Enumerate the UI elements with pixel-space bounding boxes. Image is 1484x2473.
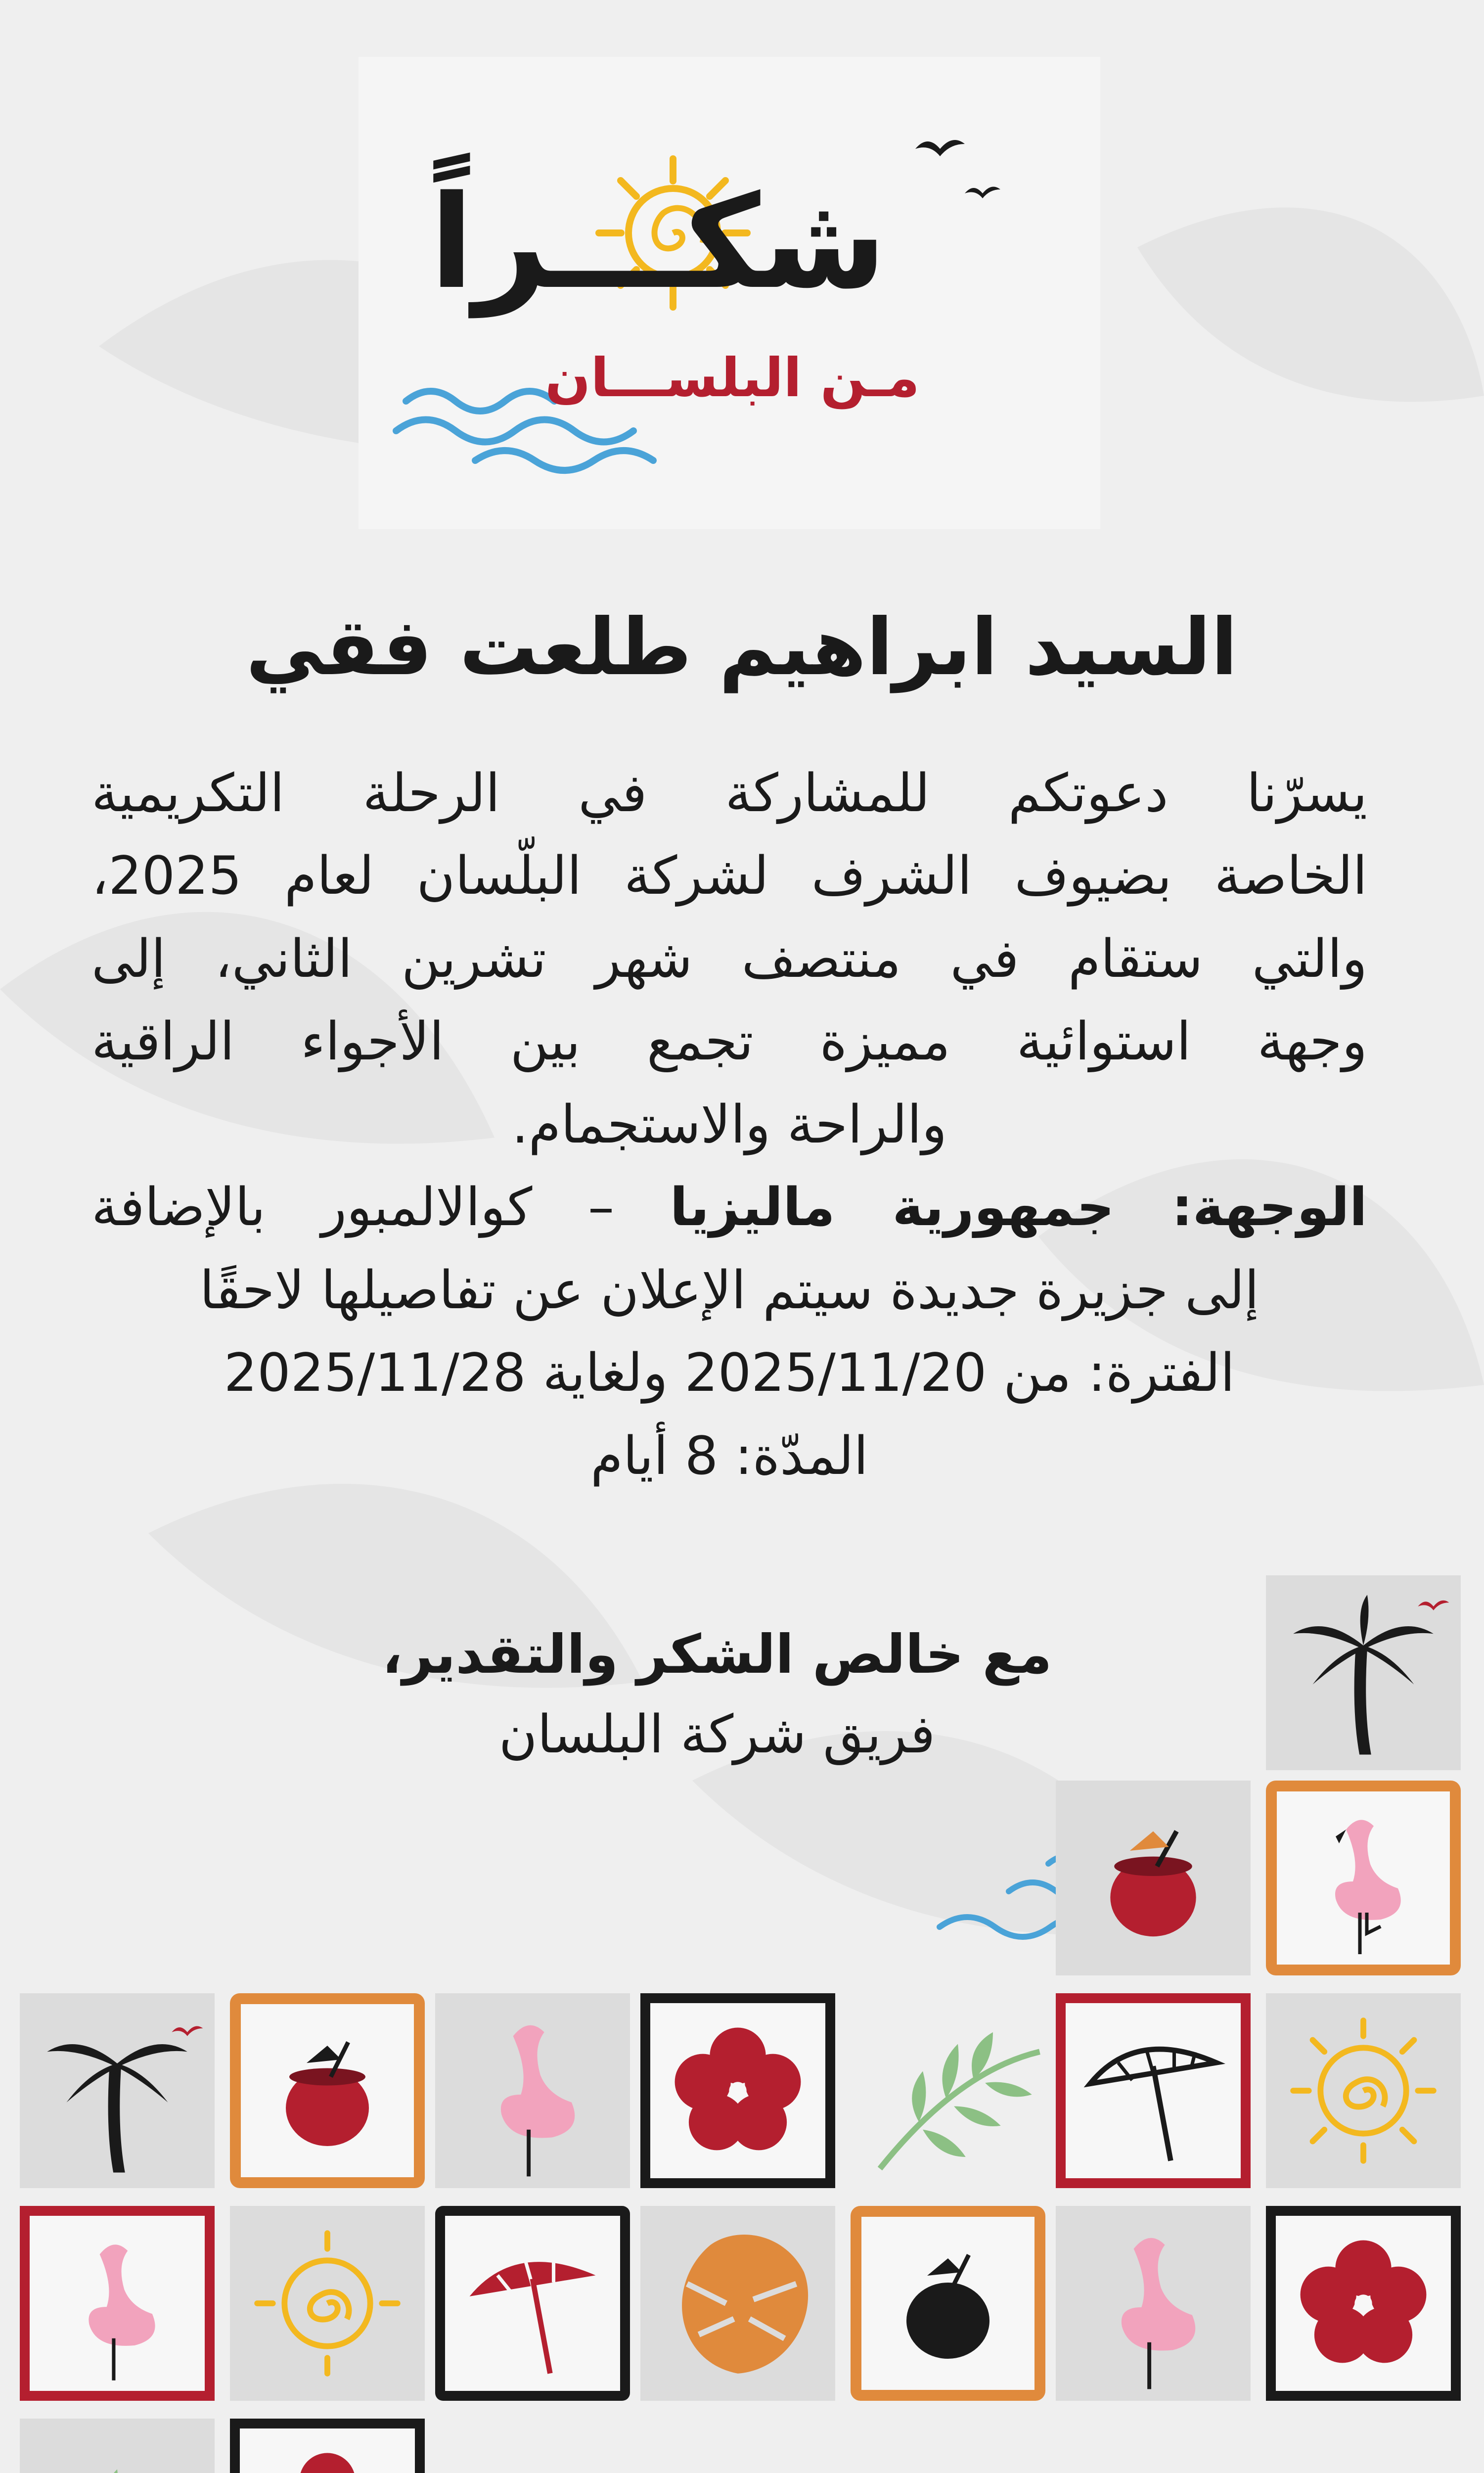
- tile-hibiscus: [1266, 2206, 1461, 2401]
- invitation-line: الخاصة بضيوف الشرف لشركة البلّسان لعام 2025،: [91, 845, 1367, 907]
- flamingo-icon: [1056, 2206, 1251, 2401]
- tile-flamingo: [1266, 1781, 1461, 1975]
- palm-tree-icon: [20, 1993, 215, 2188]
- tile-flamingo: [20, 2206, 215, 2401]
- beach-umbrella-icon: [445, 2216, 620, 2391]
- destination-line-2: إلى جزيرة جديدة سيتم الإعلان عن تفاصيلها لاحقًا: [199, 1259, 1259, 1321]
- monstera-leaf-icon: [640, 2206, 835, 2401]
- tile-sun: [1266, 1993, 1461, 2188]
- sun-icon: [230, 2206, 425, 2401]
- hibiscus-icon: [240, 2428, 415, 2473]
- palm-leaf-icon: [860, 1993, 1055, 2188]
- destination-line: [91, 1166, 1367, 1248]
- tile-hibiscus: [640, 1993, 835, 2188]
- trip-period: الفترة: من 2025/11/20 ولغاية 2025/11/28: [224, 1342, 1235, 1404]
- tile-beach-umbrella: [435, 2206, 630, 2401]
- invitation-line: والتي ستقام في منتصف شهر تشرين الثاني، إلى: [91, 928, 1367, 989]
- closing-signature: [346, 1615, 1088, 1774]
- tile-hibiscus: [230, 2419, 425, 2473]
- invitation-line: والراحة والاستجمام.: [511, 1094, 947, 1155]
- stamp-title: شكـــراً: [429, 168, 887, 318]
- tile-flamingo: [1056, 2206, 1251, 2401]
- palm-leaf-icon: [20, 2419, 215, 2473]
- closing-line-2: فريق شركة البلسان: [498, 1704, 936, 1765]
- tile-coconut: [1056, 1781, 1251, 1975]
- destination-value: – كوالالمبور بالإضافة: [91, 1177, 670, 1238]
- flamingo-icon: [30, 2216, 205, 2391]
- flamingo-icon: [435, 1993, 630, 2188]
- hibiscus-icon: [650, 2003, 825, 2178]
- recipient-name: السيد ابراهيم طلعت فقي: [246, 602, 1238, 693]
- tile-flamingo: [435, 1993, 630, 2188]
- coconut-drink-icon: [861, 2217, 1034, 2390]
- tile-beach-umbrella: [1056, 1993, 1251, 2188]
- invitation-line: وجهة استوائية مميزة تجمع بين الأجواء الراقية: [91, 1011, 1367, 1072]
- tile-palm-leaf: [860, 1993, 1055, 2188]
- hibiscus-icon: [1276, 2216, 1451, 2391]
- coconut-drink-icon: [1056, 1781, 1251, 1975]
- closing-line-1: مع خالص الشكر والتقدير،: [382, 1624, 1052, 1686]
- tile-coconut: [851, 2206, 1045, 2401]
- stamp-subtitle: مـن البلســـان: [545, 347, 920, 409]
- thank-you-stamp: [359, 57, 1100, 529]
- trip-duration: المدّة: 8 أيام: [590, 1425, 868, 1486]
- invitation-line: يسرّنا دعوتكم للمشاركة في الرحلة التكريمية: [91, 763, 1367, 824]
- tile-monstera: [640, 2206, 835, 2401]
- coconut-drink-icon: [241, 2004, 414, 2177]
- beach-umbrella-icon: [1066, 2003, 1241, 2178]
- tile-sun: [230, 2206, 425, 2401]
- tile-palm-leaf: [20, 2419, 215, 2473]
- tile-palm-tree: [1266, 1575, 1461, 1770]
- invitation-body: [91, 752, 1367, 1497]
- tile-palm-tree: [20, 1993, 215, 2188]
- tile-coconut: [230, 1993, 425, 2188]
- destination-label: الوجهة: جمهورية ماليزيا: [670, 1177, 1367, 1238]
- palm-tree-icon: [1266, 1575, 1461, 1770]
- flamingo-icon: [1277, 1791, 1450, 1965]
- sun-icon: [1266, 1993, 1461, 2188]
